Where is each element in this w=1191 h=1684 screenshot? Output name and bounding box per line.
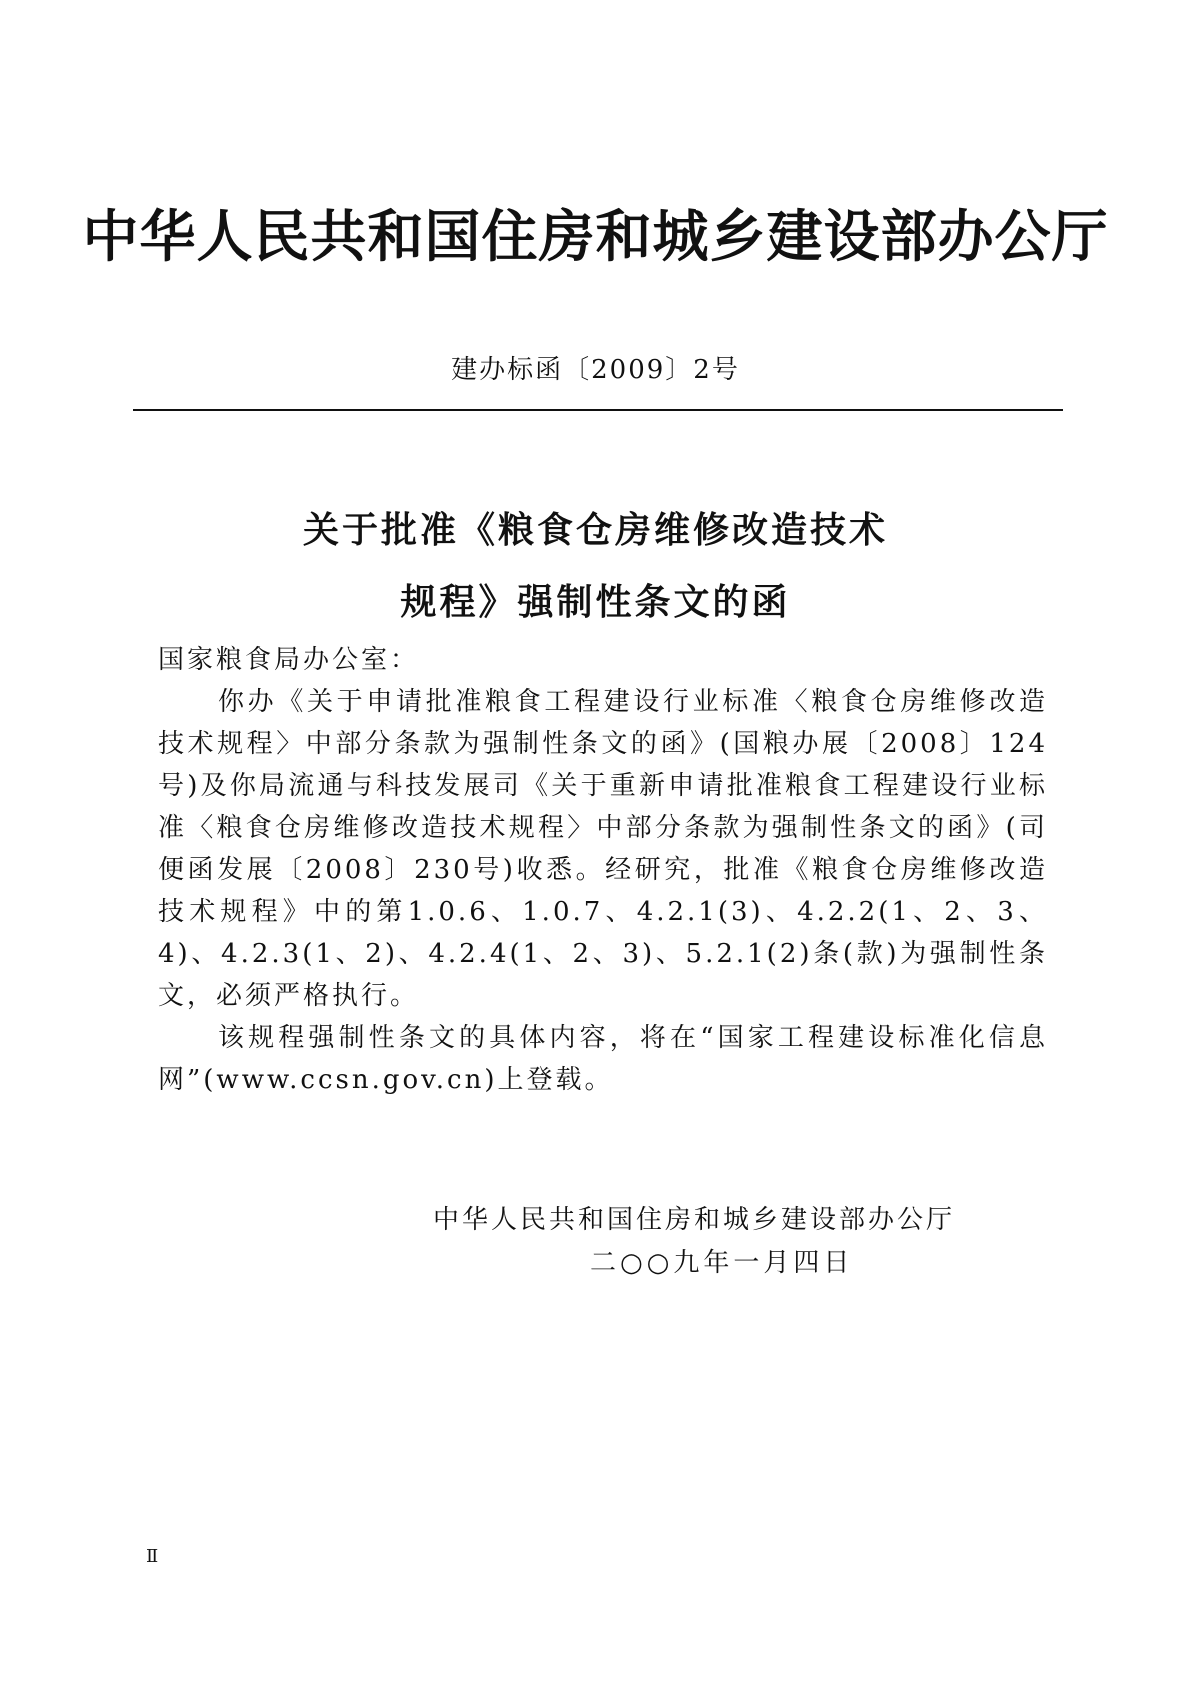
page-number: Ⅱ	[146, 1546, 159, 1567]
body-paragraph-1: 你办《关于申请批准粮食工程建设行业标准〈粮食仓房维修改造技术规程〉中部分条款为强制性条文的函》(国粮办展〔2008〕124号)及你局流通与科技发展司《关于重新申请批准粮食工程建设行业标准〈粮食仓房维修改造技术规程〉中部分条款为强制性条文的函》(司便函发展〔2008〕230号)收悉。经研究，批准《粮食仓房维修改造技术规程》中的第1.0.6、1.0.7、4.2.1(3)、4.2.2(1、2、3、4)、4.2.3(1、2)、4.2.4(1、2、3)、5.2.1(2)条(款)为强制性条文，必须严格执行。	[158, 687, 1048, 1011]
body-paragraph-2: 该规程强制性条文的具体内容，将在“国家工程建设标准化信息网”(www.ccsn.gov.cn)上登载。	[158, 1023, 1048, 1095]
issuer-heading: 中华人民共和国住房和城乡建设部办公厅	[82, 204, 1109, 270]
title-line-1: 关于批准《粮食仓房维修改造技术	[302, 509, 888, 551]
letter-body	[158, 639, 1048, 1101]
signature-issuer: 中华人民共和国住房和城乡建设部办公厅	[433, 1205, 956, 1235]
header-divider	[133, 409, 1063, 411]
signature-date: 二○○九年一月四日	[590, 1248, 854, 1278]
salutation: 国家粮食局办公室：	[158, 645, 420, 675]
title-line-2: 规程》强制性条文的函	[400, 581, 791, 623]
document-number: 建办标函〔2009〕2号	[451, 355, 740, 385]
document-title	[0, 494, 1191, 638]
